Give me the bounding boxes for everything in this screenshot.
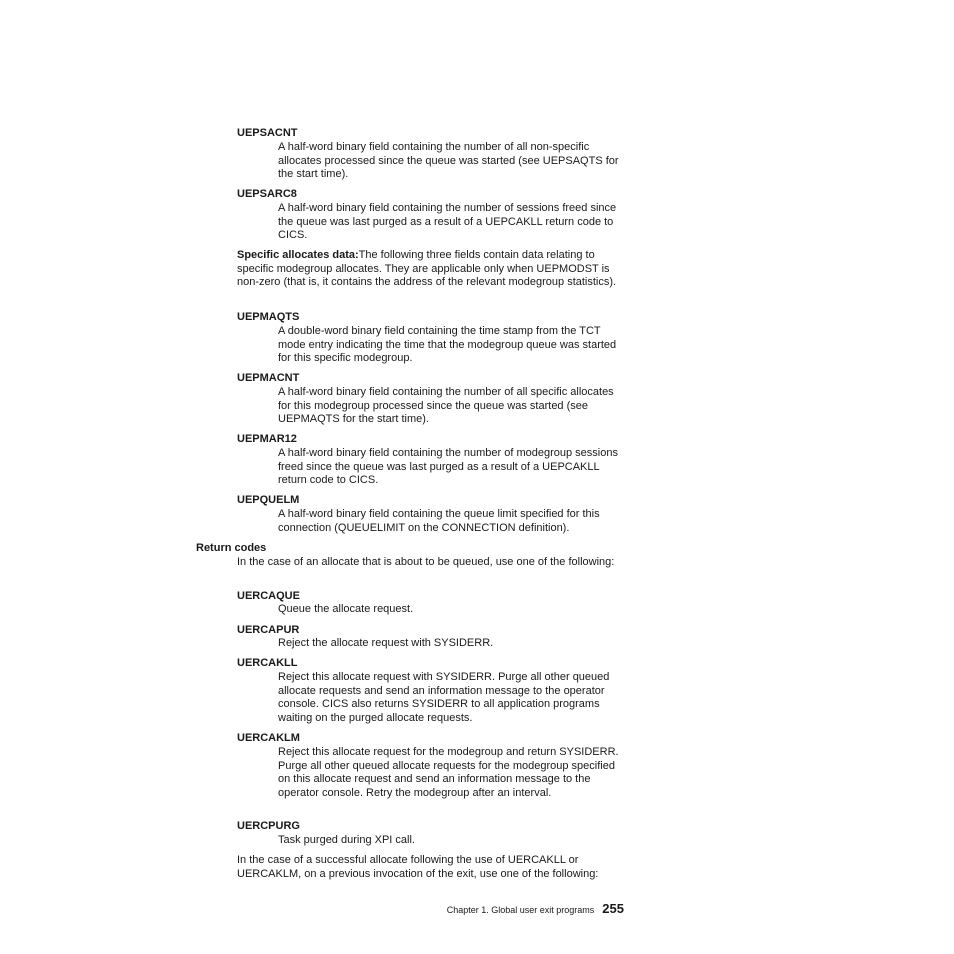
code-term-uercaque: UERCAQUE [237, 590, 300, 602]
field-term-uepsarc8: UEPSARC8 [237, 188, 297, 200]
code-definition-uercaklm: Reject this allocate request for the modegroup and return SYSIDERR. Purge all other queued allocate requests for the modegroup specified on this allocate request and send an information message to the operator console. Retry the modegroup after an interval. [278, 746, 619, 799]
field-term-uepmaqts: UEPMAQTS [237, 311, 300, 323]
code-definition-uercakll: Reject this allocate request with SYSIDERR. Purge all other queued allocate requests and send an information message to the operator console. CICS also returns SYSIDERR to all application programs waiting on the purged allocate requests. [278, 671, 610, 724]
field-term-uepquelm: UEPQUELM [237, 494, 300, 506]
field-term-uepsacnt: UEPSACNT [237, 127, 298, 139]
code-term-uercapur: UERCAPUR [237, 624, 300, 636]
specific-allocates-text: The following three fields contain data relating to specific modegroup allocates. They are applicable only when UEPMODST is non-zero (that is, it contains the address of the relevant modegroup statistics). [237, 249, 617, 288]
specific-allocates-paragraph [237, 249, 629, 290]
code-definition-uercaque: Queue the allocate request. [278, 603, 414, 615]
code-term-uercpurg: UERCPURG [237, 820, 300, 832]
page-number: 255 [602, 901, 624, 916]
field-definition-uepmaqts: A double-word binary field containing the time stamp from the TCT mode entry indicating the time that the modegroup queue was started for this specific modegroup. [278, 325, 617, 364]
return-codes-intro: In the case of an allocate that is about to be queued, use one of the following: [237, 556, 615, 568]
field-definition-uepsacnt: A half-word binary field containing the number of all non-specific allocates processed since the queue was started (see UEPSAQTS for the start time). [278, 141, 619, 180]
code-definition-uercapur: Reject the allocate request with SYSIDERR. [278, 637, 494, 649]
return-codes-closing: In the case of a successful allocate following the use of UERCAKLL or UERCAKLM, on a previous invocation of the exit, use one of the following: [237, 854, 599, 880]
footer-chapter-title: Chapter 1. Global user exit programs [446, 905, 595, 915]
field-definition-uepmacnt: A half-word binary field containing the number of all specific allocates for this modegroup processed since the queue was started (see UEPMAQTS for the start time). [278, 386, 614, 425]
field-definition-uepmar12: A half-word binary field containing the number of modegroup sessions freed since the queue was last purged as a result of a UEPCAKLL return code to CICS. [278, 447, 618, 486]
code-term-uercakll: UERCAKLL [237, 657, 298, 669]
code-definition-uercpurg: Task purged during XPI call. [278, 834, 415, 846]
page-footer [0, 900, 624, 918]
field-definition-uepquelm: A half-word binary field containing the queue limit specified for this connection (QUEUELIMIT on the CONNECTION definition). [278, 508, 600, 534]
field-definition-uepsarc8: A half-word binary field containing the number of sessions freed since the queue was last purged as a result of a UEPCAKLL return code to CICS. [278, 202, 617, 241]
code-term-uercaklm: UERCAKLM [237, 732, 300, 744]
field-term-uepmacnt: UEPMACNT [237, 372, 300, 384]
field-term-uepmar12: UEPMAR12 [237, 433, 297, 445]
return-codes-heading: Return codes [196, 542, 267, 554]
specific-allocates-label: Specific allocates data: [237, 249, 359, 261]
